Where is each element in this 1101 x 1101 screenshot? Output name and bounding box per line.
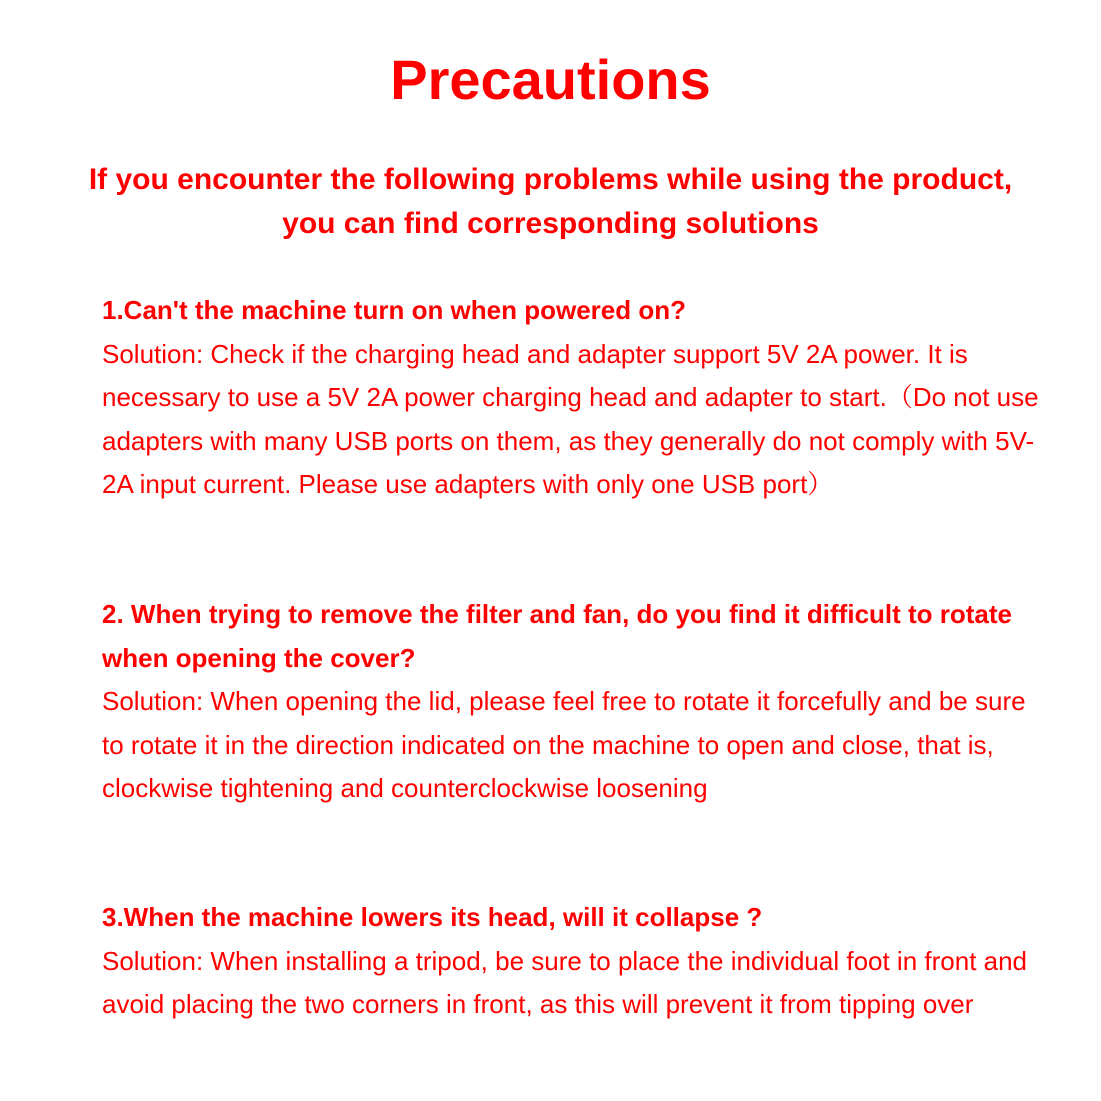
faq-item-1 (102, 289, 1042, 507)
faq-answer-3: Solution: When installing a tripod, be sure to place the individual foot in front and avoid placing the two corners in front, as this will prevent it from tipping over (102, 945, 1028, 1019)
faq-item-3 (102, 896, 1042, 1027)
faq-question-1: 1.Can't the machine turn on when powered on? (102, 295, 686, 325)
faq-question-3: 3.When the machine lowers its head, will it collapse ? (102, 902, 763, 932)
faq-answer-1: Solution: Check if the charging head and adapter support 5V 2A power. It is necessary to use a 5V 2A power charging head and adapter to start.（Do not use adapters with many USB ports on them, as they generally do not comply with 5V-2A input current. Please use adapters with only one USB port） (102, 338, 1039, 499)
faq-answer-2: Solution: When opening the lid, please feel free to rotate it forcefully and be sure to rotate it in the direction indicated on the machine to open and close, that is, clockwise tightening and counterclockwise loosening (102, 686, 1026, 803)
page-title: Precautions (390, 48, 711, 111)
faq-item-2 (102, 593, 1042, 811)
page-subtitle: If you encounter the following problems while using the product, you can find corresponding solutions (88, 163, 1013, 240)
faq-question-2: 2. When trying to remove the filter and fan, do you find it difficult to rotate when opening the cover? (102, 599, 1013, 673)
